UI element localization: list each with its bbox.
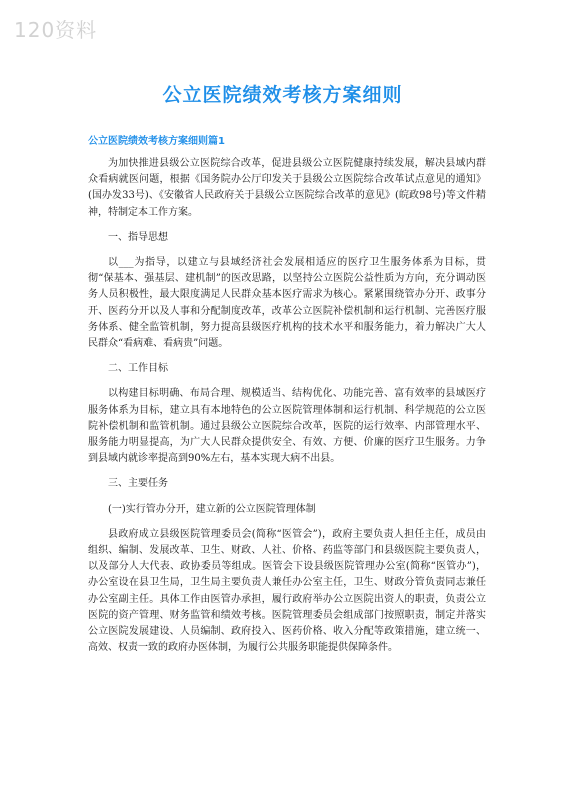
document-title: 公立医院绩效考核方案细则	[162, 84, 403, 106]
heading-guiding-ideology: 一、指导思想	[108, 231, 168, 243]
document-body	[88, 156, 486, 656]
subheading-management-separation: (一)实行管办分开，建立新的公立医院管理体制	[108, 503, 316, 515]
heading-main-tasks: 三、主要任务	[108, 478, 168, 490]
management-paragraph: 县政府成立县级医院管理委员会(简称“医管会”)，政府主要负责人担任主任，成员由组织、编制、发展改革、卫生、财政、人社、价格、药监等部门和县级医院主要负责人，以及部分人大代表、政协委员等组成。医管会下设县级医院管理办公室(简称“医管办”)，办公室设在县卫生局，卫生局主要负责人兼任办公室主任，卫生、财政分管负责同志兼任办公室副主任。具体工作由医管办承担，履行政府举办公立医院出资人的职责，负责公立医院的资产管理、财务监管和绩效考核。医院管理委员会组成部门按照职责，制定并落实公立医院发展建设、人员编制、政府投入、医药价格、收入分配等政策措施，建立统一、高效、权责一致的政府办医体制，为履行公共服务职能提供保障条件。	[88, 528, 486, 654]
heading-work-goals: 二、工作目标	[108, 363, 168, 375]
watermark: 120资料	[14, 18, 98, 42]
section-subtitle: 公立医院绩效考核方案细则篇1	[88, 136, 225, 147]
work-goals-paragraph: 以构建目标明确、布局合理、规模适当、结构优化、功能完善、富有效率的县域医疗服务体系为目标，建立具有本地特色的公立医院管理体制和运行机制、科学规范的公立医院补偿机制和监管机制。通过县级公立医院综合改革，医院的运行效率、内部管理水平、服务能力明显提高，为广大人民群众提供安全、有效、方便、价廉的医疗卫生服务。力争到县域内就诊率提高到90%左右，基本实现大病不出县。	[88, 388, 486, 465]
intro-paragraph: 为加快推进县级公立医院综合改革，促进县级公立医院健康持续发展，解决县域内群众看病就医问题，根据《国务院办公厅印发关于县级公立医院综合改革试点意见的通知》(国办发33号)、《安徽省人民政府关于县级公立医院综合改革的意见》(皖政98号)等文件精神，特制定本工作方案。	[88, 158, 486, 218]
guiding-ideology-paragraph: 以___为指导，以建立与县域经济社会发展相适应的医疗卫生服务体系为目标，贯彻“保基本、强基层、建机制”的医改思路，以坚持公立医院公益性质为方向，充分调动医务人员积极性，最大限度满足人民群众基本医疗需求为核心。紧紧围绕管办分开、政事分开、医药分开以及人事和分配制度改革，改革公立医院补偿机制和运行机制、完善医疗服务体系、健全监管机制，努力提高县级医疗机构的技术水平和服务能力，着力解决广大人民群众“看病难、看病贵”问题。	[88, 257, 486, 350]
